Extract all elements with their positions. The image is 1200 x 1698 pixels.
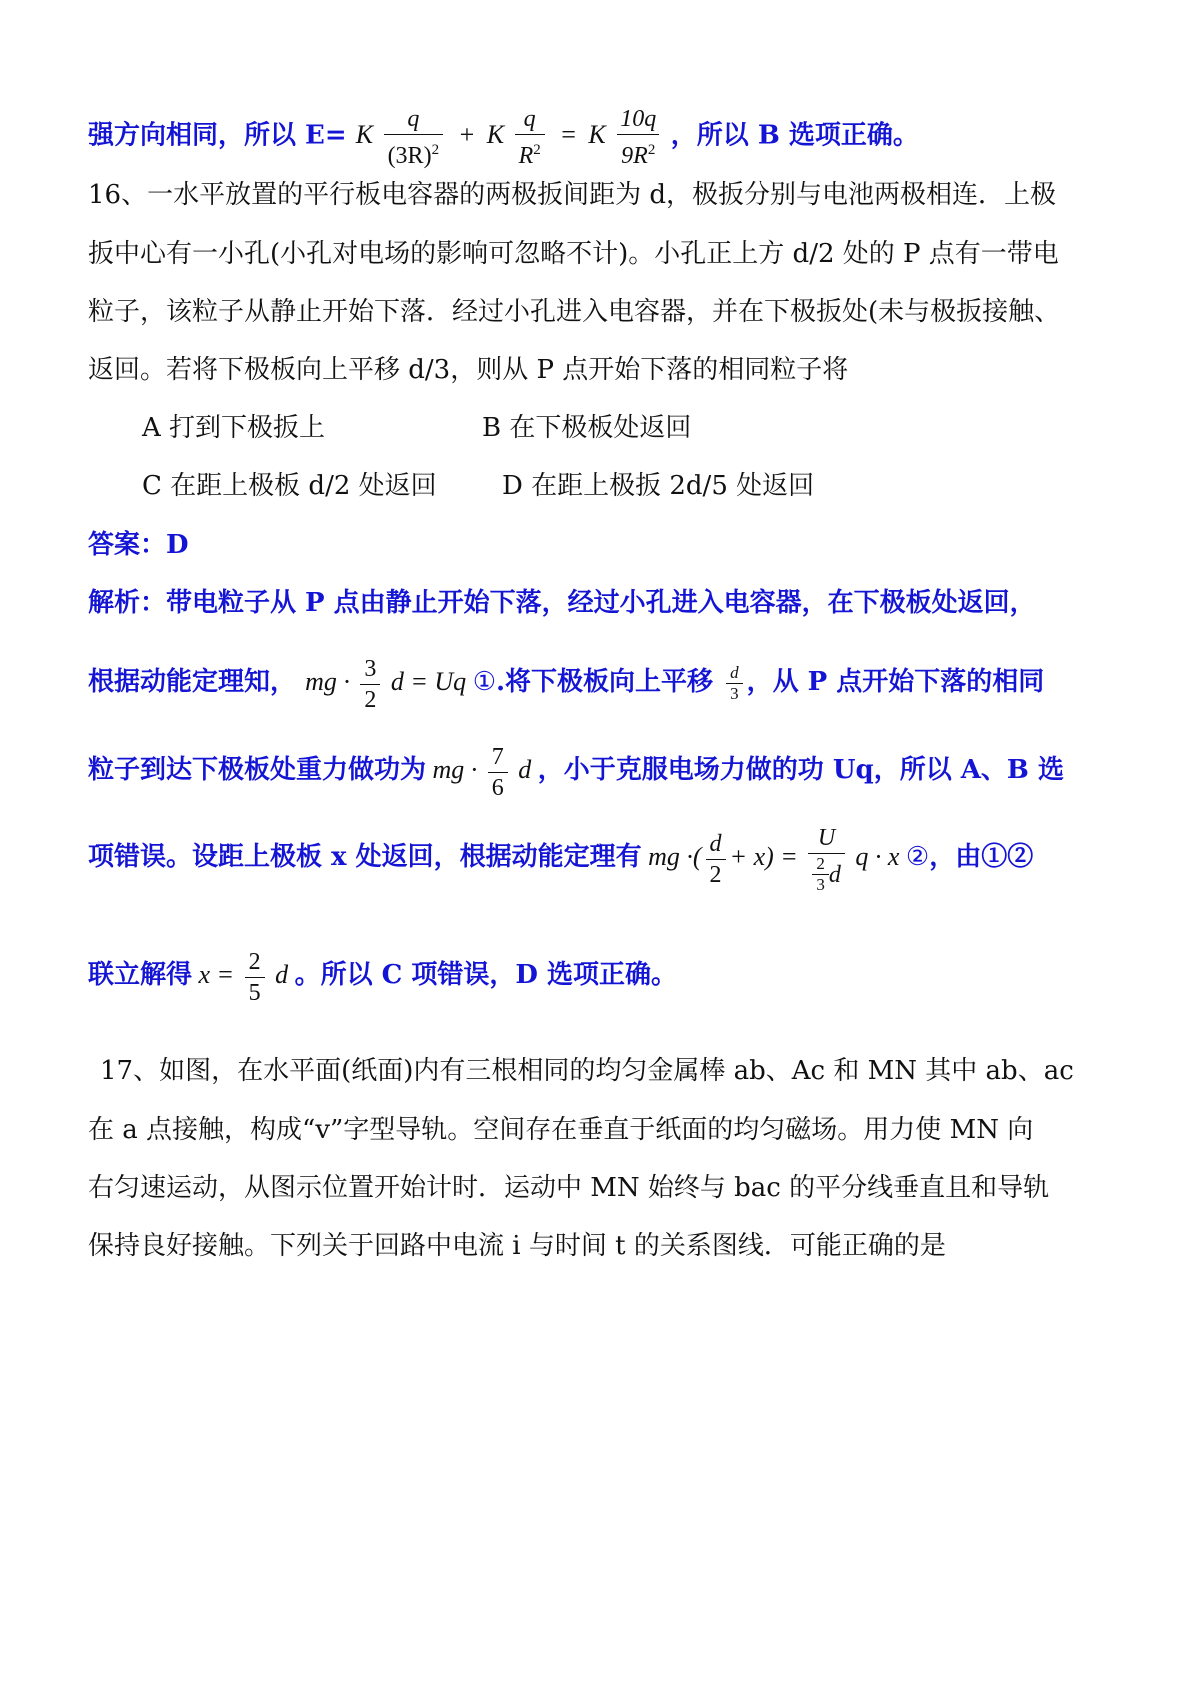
superscript: 2 bbox=[533, 142, 541, 158]
fraction-10q-9r bbox=[616, 104, 660, 171]
q17-line-2: 在 a 点接触，构成“v”字型导轨。空间存在垂直于纸面的均匀磁场。用力使 MN 向 bbox=[88, 1115, 1034, 1145]
frac-den: 2 bbox=[706, 859, 726, 890]
line1-prefix: 强方向相同，所以 E= bbox=[88, 120, 347, 151]
q16-line-1: 16、一水平放置的平行板电容器的两极扳间距为 d，极扳分别与电池两极相连．上极 bbox=[88, 180, 1056, 210]
fraction-u-over-2-3-d bbox=[808, 823, 845, 895]
plus-sign: + bbox=[459, 120, 475, 150]
formula-energy-1 bbox=[305, 655, 473, 713]
analysis-text: 根据动能定理知， bbox=[88, 667, 297, 697]
superscript: 2 bbox=[431, 142, 440, 158]
fraction-2-5 bbox=[245, 947, 265, 1008]
fraction-7-6 bbox=[488, 742, 508, 803]
option-a: A 打到下极扳上 bbox=[142, 413, 326, 443]
analysis-text: 粒子到达下极板处重力做功为 bbox=[88, 755, 427, 785]
q17-line-4: 保持良好接触。下列关于回路中电流 i 与时间 t 的关系图线．可能正确的是 bbox=[88, 1231, 946, 1261]
fraction-q-r bbox=[515, 104, 545, 171]
option-c: C 在距上极板 d/2 处返回 bbox=[142, 471, 437, 501]
analysis-text: .将下极板向上平移 bbox=[496, 667, 714, 697]
frac-den: 6 bbox=[488, 772, 508, 803]
fraction-2-3 bbox=[812, 854, 829, 895]
frac-den bbox=[617, 134, 659, 171]
frac-num: 10q bbox=[620, 106, 657, 132]
den-text: R bbox=[518, 143, 534, 169]
q16-line-2: 扳中心有一小孔(小孔对电场的影响可忽略不计)。小孔正上方 d/2 处的 P 点有一带电 bbox=[88, 239, 1059, 269]
k-symbol-1: K bbox=[355, 120, 374, 150]
q-x-term: q · x bbox=[855, 842, 900, 871]
analysis-text: ，由①② bbox=[929, 842, 1034, 872]
d-symbol: d bbox=[518, 755, 532, 784]
frac-num: d bbox=[730, 662, 739, 682]
frac-num: 2 bbox=[816, 854, 825, 874]
formula-solution bbox=[192, 948, 295, 1006]
x-term: + x) = bbox=[729, 842, 798, 871]
option-b: B 在下极板处返回 bbox=[482, 413, 692, 443]
frac-num: U bbox=[817, 825, 836, 852]
analysis-text: ，小于克服电场力做的功 Uq，所以 A、B 选 bbox=[537, 755, 1064, 785]
frac-num: 2 bbox=[248, 948, 261, 975]
option-d: D 在距上极扳 2d/5 处返回 bbox=[502, 471, 815, 501]
q16-line-4: 返回。若将下极板向上平移 d/3，则从 P 点开始下落的相同粒子将 bbox=[88, 355, 849, 385]
circled-one: ① bbox=[472, 667, 496, 697]
fraction-3-2 bbox=[360, 654, 380, 715]
frac-den bbox=[384, 134, 444, 171]
frac-den: 3 bbox=[726, 683, 743, 704]
q16-line-3: 粒子，该粒子从静止开始下落．经过小孔进入电容器，并在下极扳处(未与极扳接触、 bbox=[88, 297, 1061, 327]
mg-term: mg · bbox=[305, 667, 350, 696]
frac-den: 2 bbox=[360, 684, 380, 715]
frac-den bbox=[515, 134, 545, 171]
frac-num: 3 bbox=[364, 655, 377, 682]
analysis-line-1: 解析：带电粒子从 P 点由静止开始下落，经过小孔进入电容器，在下极板处返回， bbox=[88, 588, 1036, 618]
formula-energy-2 bbox=[642, 825, 906, 895]
superscript: 2 bbox=[647, 142, 656, 158]
equals-sign: = bbox=[561, 120, 576, 150]
line1-suffix: ，所以 B 选项正确。 bbox=[670, 120, 919, 151]
x-equals: x = bbox=[198, 960, 235, 989]
den-text: 9R bbox=[621, 143, 648, 169]
formula-e-field bbox=[355, 106, 671, 169]
q17-line-3: 右匀速运动，从图示位置开始计时．运动中 MN 始终与 bac 的平分线垂直且和导轨 bbox=[88, 1173, 1050, 1203]
analysis-text: ，从 P 点开始下落的相同 bbox=[746, 667, 1045, 697]
den-text: (3R) bbox=[387, 143, 432, 169]
formula-gravity-work bbox=[426, 743, 538, 801]
mg-term: mg · bbox=[432, 755, 478, 784]
analysis-line-2 bbox=[88, 652, 1120, 715]
energy-rhs: d = Uq bbox=[390, 667, 467, 696]
analysis-text: 项错误。设距上极板 x 处返回，根据动能定理有 bbox=[88, 842, 642, 872]
frac-num: q bbox=[407, 106, 420, 132]
analysis-text: 。所以 C 项错误，D 选项正确。 bbox=[294, 960, 678, 990]
analysis-line-3 bbox=[88, 740, 1120, 803]
d-symbol: d bbox=[828, 861, 841, 888]
d-symbol: d bbox=[275, 960, 289, 989]
q17-line-1: 17、如图，在水平面(纸面)内有三根相同的均匀金属棒 ab、Ac 和 MN 其中 ab、ac bbox=[100, 1056, 1074, 1086]
frac-num: 7 bbox=[491, 743, 504, 770]
k-symbol-2: K bbox=[486, 120, 505, 150]
frac-den: 3 bbox=[812, 874, 829, 895]
frac-num: d bbox=[709, 830, 722, 857]
frac-den: 5 bbox=[245, 977, 265, 1008]
circled-two: ② bbox=[905, 842, 930, 872]
line-electric-field bbox=[88, 104, 1120, 171]
fraction-q-3r bbox=[384, 104, 444, 171]
answer: 答案：D bbox=[88, 530, 189, 560]
k-symbol-3: K bbox=[588, 120, 606, 150]
fraction-d-2 bbox=[706, 829, 726, 890]
analysis-line-5 bbox=[88, 940, 1120, 1010]
fraction-d-3 bbox=[726, 663, 743, 704]
analysis-text: 联立解得 bbox=[88, 960, 193, 990]
mg-term: mg ·( bbox=[648, 842, 702, 871]
analysis-line-4 bbox=[88, 820, 1120, 895]
frac-num: q bbox=[523, 106, 536, 132]
frac-den bbox=[808, 853, 845, 895]
